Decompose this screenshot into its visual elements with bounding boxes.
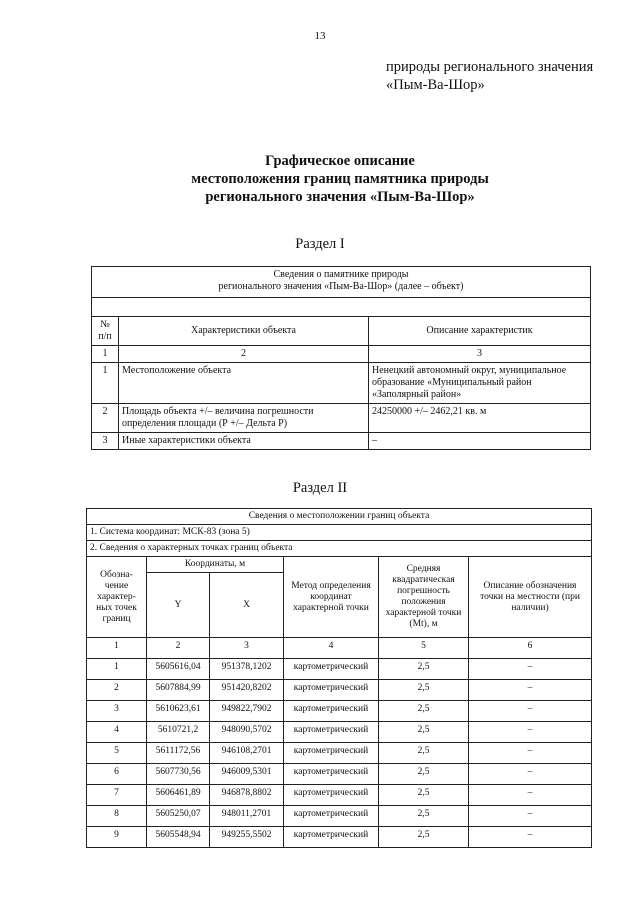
table-row xyxy=(87,806,592,827)
row-description: – xyxy=(369,433,591,450)
col-number: 3 xyxy=(210,638,284,659)
point-desc: – xyxy=(469,680,592,701)
section2-title: Раздел II xyxy=(292,480,348,496)
point-desc: – xyxy=(469,827,592,848)
table-row xyxy=(87,785,592,806)
point-method: картометрический xyxy=(284,722,379,743)
table-caption xyxy=(92,267,591,298)
point-x: 946009,5301 xyxy=(210,764,284,785)
row-characteristic: Иные характеристики объекта xyxy=(119,433,369,450)
caption-line2: регионального значения «Пым-Ва-Шор» (далее – объект) xyxy=(218,281,464,292)
header-description: Описание характеристик xyxy=(369,317,591,346)
row-num: 2 xyxy=(92,404,119,433)
page-number: 13 xyxy=(314,30,326,42)
row-description: 24250000 +/– 2462,21 кв. м xyxy=(369,404,591,433)
point-method: картометрический xyxy=(284,764,379,785)
point-x: 949822,7902 xyxy=(210,701,284,722)
point-id: 5 xyxy=(87,743,147,764)
table-row xyxy=(87,827,592,848)
object-info-table xyxy=(91,266,591,450)
point-x: 948090,5702 xyxy=(210,722,284,743)
table-row xyxy=(92,363,591,404)
table-row xyxy=(87,659,592,680)
point-id: 1 xyxy=(87,659,147,680)
table-row xyxy=(87,743,592,764)
point-id: 4 xyxy=(87,722,147,743)
title-line1: Графическое описание xyxy=(265,153,415,169)
point-mt: 2,5 xyxy=(379,659,469,680)
point-id: 3 xyxy=(87,701,147,722)
table-row xyxy=(92,404,591,433)
point-id: 7 xyxy=(87,785,147,806)
col-number: 5 xyxy=(379,638,469,659)
point-desc: – xyxy=(469,722,592,743)
spacer-row xyxy=(92,298,591,317)
point-y: 5610721,2 xyxy=(147,722,210,743)
row-num: 1 xyxy=(92,363,119,404)
col-number: 2 xyxy=(147,638,210,659)
coord-system: 1. Система координат: МСК-83 (зона 5) xyxy=(87,525,592,541)
point-method: картометрический xyxy=(284,659,379,680)
col-number: 1 xyxy=(92,346,119,363)
point-y: 5607884,99 xyxy=(147,680,210,701)
header-point: Обозна-чение характер-ных точек границ xyxy=(87,557,147,638)
point-y: 5611172,56 xyxy=(147,743,210,764)
point-method: картометрический xyxy=(284,827,379,848)
header-num: № п/п xyxy=(92,317,119,346)
document-title xyxy=(120,152,560,206)
row-characteristic: Местоположение объекта xyxy=(119,363,369,404)
point-y: 5607730,56 xyxy=(147,764,210,785)
table-row xyxy=(92,433,591,450)
point-mt: 2,5 xyxy=(379,764,469,785)
point-x: 948011,2701 xyxy=(210,806,284,827)
table-caption: Сведения о местоположении границ объекта xyxy=(87,509,592,525)
point-id: 8 xyxy=(87,806,147,827)
point-mt: 2,5 xyxy=(379,827,469,848)
point-desc: – xyxy=(469,743,592,764)
point-desc: – xyxy=(469,785,592,806)
header-note xyxy=(386,58,593,94)
point-y: 5606461,89 xyxy=(147,785,210,806)
row-num: 3 xyxy=(92,433,119,450)
point-x: 949255,5502 xyxy=(210,827,284,848)
header-desc: Описание обозначения точки на местности (при наличии) xyxy=(469,557,592,638)
row-description: Ненецкий автономный округ, муниципальное образование «Муниципальный район «Заполярный район» xyxy=(369,363,591,404)
point-mt: 2,5 xyxy=(379,701,469,722)
point-y: 5610623,61 xyxy=(147,701,210,722)
boundary-points-table xyxy=(86,508,592,848)
point-mt: 2,5 xyxy=(379,722,469,743)
table-row xyxy=(87,722,592,743)
point-y: 5605250,07 xyxy=(147,806,210,827)
header-x: X xyxy=(210,573,284,638)
point-desc: – xyxy=(469,806,592,827)
point-desc: – xyxy=(469,659,592,680)
point-method: картометрический xyxy=(284,806,379,827)
point-x: 951378,1202 xyxy=(210,659,284,680)
point-method: картометрический xyxy=(284,743,379,764)
point-x: 951420,8202 xyxy=(210,680,284,701)
header-y: Y xyxy=(147,573,210,638)
point-mt: 2,5 xyxy=(379,743,469,764)
section1-title: Раздел I xyxy=(295,236,345,252)
point-id: 6 xyxy=(87,764,147,785)
header-coords: Координаты, м xyxy=(147,557,284,573)
caption-line1: Сведения о памятнике природы xyxy=(273,269,409,280)
point-id: 9 xyxy=(87,827,147,848)
point-desc: – xyxy=(469,701,592,722)
point-desc: – xyxy=(469,764,592,785)
point-mt: 2,5 xyxy=(379,785,469,806)
point-y: 5605548,94 xyxy=(147,827,210,848)
title-line2: местоположения границ памятника природы xyxy=(191,171,489,187)
header-characteristic: Характеристики объекта xyxy=(119,317,369,346)
point-method: картометрический xyxy=(284,680,379,701)
point-y: 5605616,04 xyxy=(147,659,210,680)
table-row xyxy=(87,680,592,701)
point-method: картометрический xyxy=(284,701,379,722)
header-note-line1: природы регионального значения xyxy=(386,59,594,75)
col-number: 3 xyxy=(369,346,591,363)
point-mt: 2,5 xyxy=(379,806,469,827)
col-number: 6 xyxy=(469,638,592,659)
header-note-line2: «Пым-Ва-Шор» xyxy=(386,77,485,93)
point-x: 946878,8802 xyxy=(210,785,284,806)
col-number: 2 xyxy=(119,346,369,363)
point-mt: 2,5 xyxy=(379,680,469,701)
title-line3: регионального значения «Пым-Ва-Шор» xyxy=(205,189,475,205)
table-row xyxy=(87,701,592,722)
header-error: Средняя квадратическая погрешность положения характерной точки (Mt), м xyxy=(379,557,469,638)
col-number: 1 xyxy=(87,638,147,659)
point-x: 946108,2701 xyxy=(210,743,284,764)
point-id: 2 xyxy=(87,680,147,701)
header-method: Метод определения координат характерной точки xyxy=(284,557,379,638)
table-row xyxy=(87,764,592,785)
points-header: 2. Сведения о характерных точках границ объекта xyxy=(87,541,592,557)
point-method: картометрический xyxy=(284,785,379,806)
row-characteristic: Площадь объекта +/– величина погрешности определения площади (Р +/– Дельта Р) xyxy=(119,404,369,433)
col-number: 4 xyxy=(284,638,379,659)
